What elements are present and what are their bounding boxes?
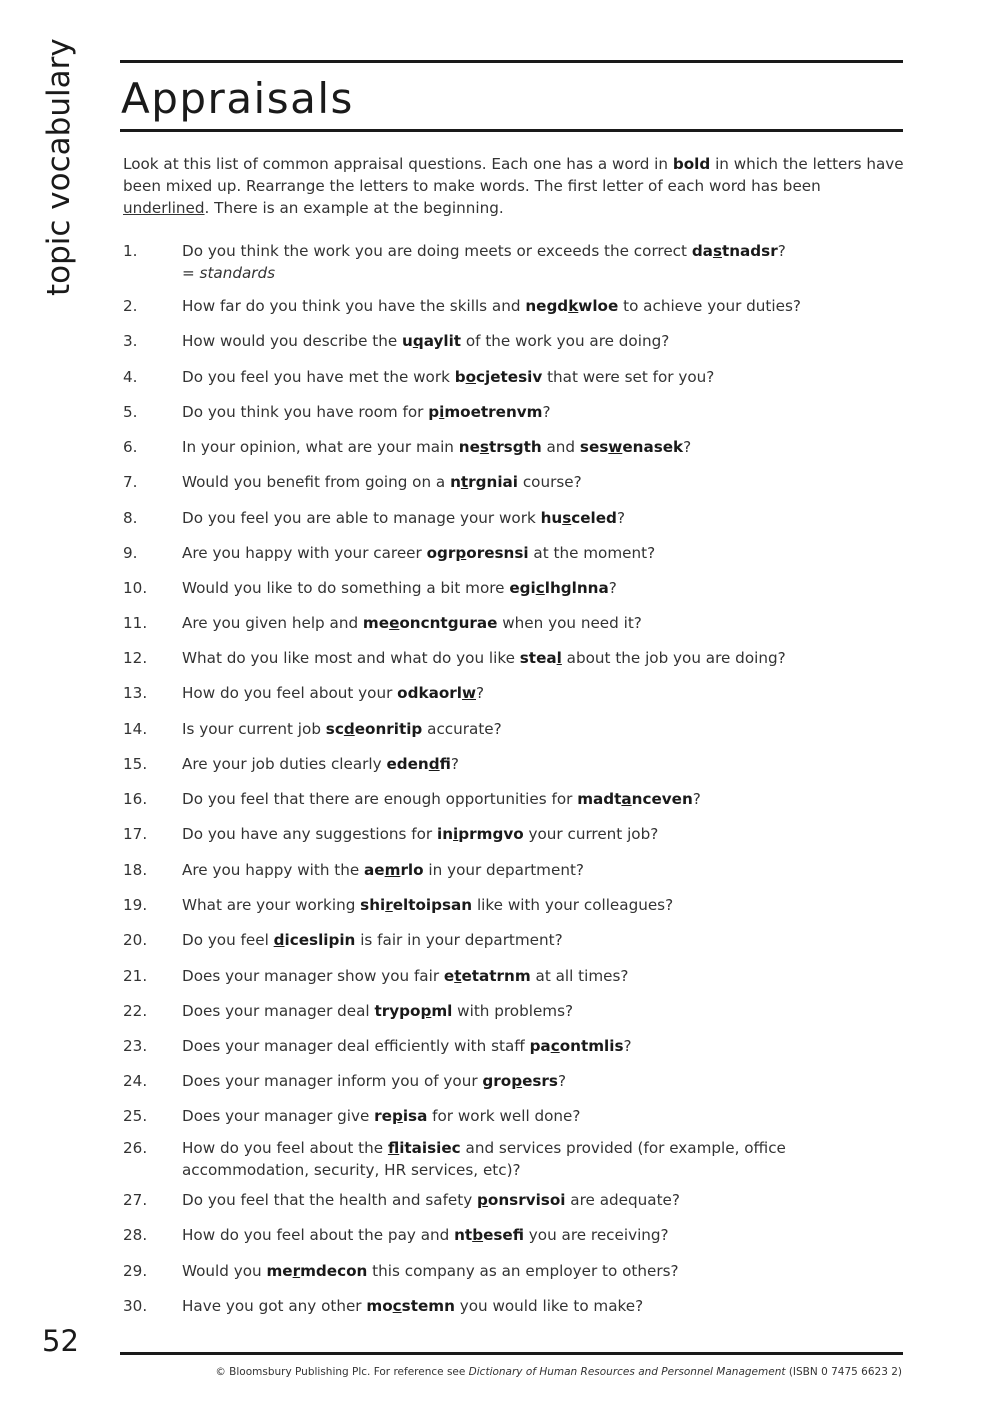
question-text-part: Does your manager deal <box>182 1002 375 1020</box>
scrambled-letters: lhglnna <box>544 579 609 597</box>
question-text-part: ? <box>557 1072 567 1090</box>
question-text-part: What are your working <box>182 896 361 914</box>
question-text <box>182 647 902 669</box>
question-number: 17. <box>123 825 148 843</box>
question-text-part: ? <box>476 684 485 702</box>
question-text-part: ? <box>616 509 625 527</box>
scrambled-letters: aylit <box>423 332 462 350</box>
scrambled-letters: ne <box>458 438 480 456</box>
title-rule <box>120 129 903 132</box>
scrambled-letters: madt <box>577 790 622 808</box>
question-number: 3. <box>123 332 138 350</box>
question-text-part: about the job you are doing? <box>561 649 786 667</box>
scrambled-word <box>450 473 518 491</box>
question-text-part: Are you given help and <box>182 614 363 632</box>
question-text-part: How would you describe the <box>182 332 402 350</box>
question-number: 23. <box>123 1037 148 1055</box>
scrambled-word <box>454 1226 524 1244</box>
question-number: 21. <box>123 967 148 985</box>
first-letter-underlined: e <box>389 614 400 632</box>
scrambled-letters: e <box>443 967 455 985</box>
question-text-part: Have you got any other <box>182 1297 367 1315</box>
question-text-part: when you need it? <box>497 614 642 632</box>
scrambled-letters: eden <box>386 755 429 773</box>
scrambled-letters: oresnsi <box>466 544 529 562</box>
question-text-part: your current job? <box>523 825 659 843</box>
scrambled-letters: egi <box>509 579 536 597</box>
first-letter-underlined: a <box>621 790 632 808</box>
question-text-part: and <box>541 438 580 456</box>
instructions <box>123 153 908 219</box>
question-text-part: for work well done? <box>427 1107 581 1125</box>
question-text <box>182 1070 902 1092</box>
scrambled-word <box>580 438 683 456</box>
example-answer: = standards <box>182 264 276 282</box>
question-text-part: ? <box>623 1037 632 1055</box>
question-number: 25. <box>123 1107 148 1125</box>
question-text-part: ? <box>608 579 617 597</box>
scrambled-word <box>477 1191 565 1209</box>
question-number: 18. <box>123 861 148 879</box>
scrambled-letters: trypo <box>374 1002 421 1020</box>
question-text <box>182 823 902 845</box>
question-text-part: ? <box>683 438 692 456</box>
first-letter-underlined: c <box>550 1037 560 1055</box>
scrambled-letters: eltoipsan <box>392 896 473 914</box>
bottom-rule <box>120 1352 903 1355</box>
first-letter-underlined: s <box>562 509 572 527</box>
scrambled-letters: sc <box>325 720 344 738</box>
first-letter-underlined: d <box>343 720 355 738</box>
first-letter-underlined: l <box>556 649 562 667</box>
scrambled-word <box>397 684 476 702</box>
question-text-part: Is your current job <box>182 720 326 738</box>
question-text <box>182 859 902 881</box>
question-text <box>182 1260 902 1282</box>
question-text-part: in your department? <box>423 861 584 879</box>
question-text <box>182 1189 902 1211</box>
scrambled-letters: ml <box>431 1002 453 1020</box>
question-number: 6. <box>123 438 138 456</box>
scrambled-word <box>326 720 423 738</box>
question-text-part: ? <box>542 403 551 421</box>
question-text-part: this company as an employer to others? <box>367 1262 679 1280</box>
question-text <box>182 894 902 916</box>
page-title: Appraisals <box>121 74 354 123</box>
copyright-footer <box>215 1366 902 1378</box>
first-letter-underlined: p <box>420 1002 432 1020</box>
scrambled-word <box>428 403 542 421</box>
question-number: 5. <box>123 403 138 421</box>
instructions-bold-word: bold <box>672 155 711 173</box>
question-text-part: of the work you are doing? <box>461 332 670 350</box>
question-text-part: course? <box>518 473 582 491</box>
question-number: 13. <box>123 684 148 702</box>
question-number: 28. <box>123 1226 148 1244</box>
question-text-part: How do you feel about the pay and <box>182 1226 455 1244</box>
scrambled-word <box>266 1262 367 1280</box>
first-letter-underlined: r <box>385 896 393 914</box>
question-number: 9. <box>123 544 138 562</box>
question-text <box>182 753 902 775</box>
question-text <box>182 1295 902 1317</box>
scrambled-letters: b <box>454 368 466 386</box>
question-number: 16. <box>123 790 148 808</box>
question-text-part: are adequate? <box>565 1191 680 1209</box>
first-letter-underlined: b <box>472 1226 484 1244</box>
scrambled-word <box>386 755 450 773</box>
scrambled-word <box>364 861 424 879</box>
question-text-part: Would you <box>182 1262 267 1280</box>
first-letter-underlined: i <box>453 825 459 843</box>
question-text <box>182 929 902 951</box>
scrambled-letters: da <box>691 242 713 260</box>
scrambled-letters: stea <box>519 649 557 667</box>
scrambled-letters: onsrvisoi <box>487 1191 566 1209</box>
scrambled-letters: litaisiec <box>399 1139 461 1157</box>
scrambled-letters: re <box>374 1107 392 1125</box>
first-letter-underlined: o <box>465 368 477 386</box>
scrambled-letters: n <box>450 473 461 491</box>
scrambled-letters: prmgvo <box>458 825 524 843</box>
question-text <box>182 577 902 599</box>
question-text <box>182 401 902 423</box>
scrambled-word <box>530 1037 624 1055</box>
question-text <box>182 240 902 284</box>
question-text-part: Do you feel <box>182 931 274 949</box>
scrambled-word <box>509 579 608 597</box>
question-text-part: ? <box>450 755 459 773</box>
scrambled-word <box>482 1072 558 1090</box>
question-text-part: Do you have any suggestions for <box>182 825 438 843</box>
question-text <box>182 1035 902 1057</box>
first-letter-underlined: k <box>568 297 579 315</box>
first-letter-underlined: i <box>439 403 445 421</box>
question-text-part: and services provided (for example, office accommodation, security, HR services, etc)? <box>182 1139 786 1179</box>
scrambled-word <box>541 509 617 527</box>
scrambled-letters: odkaorl <box>397 684 462 702</box>
question-number: 30. <box>123 1297 148 1315</box>
scrambled-word <box>444 967 531 985</box>
question-text-part: Are you happy with the <box>182 861 365 879</box>
first-letter-underlined: w <box>461 684 476 702</box>
scrambled-letters: stemn <box>401 1297 455 1315</box>
scrambled-letters: hu <box>540 509 563 527</box>
question-number: 24. <box>123 1072 148 1090</box>
scrambled-letters: mo <box>366 1297 393 1315</box>
instructions-underlined-word: underlined <box>123 199 205 217</box>
scrambled-letters: fi <box>439 755 451 773</box>
question-number: 19. <box>123 896 148 914</box>
question-text <box>182 1105 902 1127</box>
scrambled-word <box>274 931 356 949</box>
question-text-part: How do you feel about your <box>182 684 398 702</box>
question-text-part: at all times? <box>530 967 629 985</box>
scrambled-letters: celed <box>571 509 617 527</box>
question-text <box>182 366 902 388</box>
top-rule <box>120 60 903 63</box>
scrambled-word <box>360 896 472 914</box>
scrambled-letters: esefi <box>483 1226 524 1244</box>
first-letter-underlined: s <box>479 438 489 456</box>
scrambled-word <box>459 438 542 456</box>
question-number: 1. <box>123 242 138 260</box>
instructions-text: Look at this list of common appraisal questions. Each one has a word in <box>123 155 673 173</box>
question-text <box>182 612 902 634</box>
instructions-text: . There is an example at the beginning. <box>204 199 504 217</box>
scrambled-letters: gro <box>482 1072 512 1090</box>
scrambled-word <box>374 1002 452 1020</box>
first-letter-underlined: p <box>391 1107 403 1125</box>
scrambled-word <box>388 1139 461 1157</box>
question-text-part: What do you like most and what do you like <box>182 649 520 667</box>
question-text <box>182 436 902 458</box>
question-text <box>182 1000 902 1022</box>
scrambled-letters: ontmlis <box>559 1037 624 1055</box>
question-text <box>182 295 902 317</box>
question-text <box>182 965 902 987</box>
question-number: 7. <box>123 473 138 491</box>
question-number: 10. <box>123 579 148 597</box>
scrambled-letters: isa <box>402 1107 428 1125</box>
question-text-part: is fair in your department? <box>355 931 563 949</box>
scrambled-word <box>692 242 778 260</box>
scrambled-letters: me <box>362 614 390 632</box>
question-text-part: Are your job duties clearly <box>182 755 387 773</box>
question-text-part: How do you feel about the <box>182 1139 388 1157</box>
question-number: 22. <box>123 1002 148 1020</box>
question-number: 27. <box>123 1191 148 1209</box>
scrambled-letters: negd <box>525 297 569 315</box>
scrambled-word <box>455 368 543 386</box>
scrambled-word <box>520 649 562 667</box>
scrambled-letters: me <box>266 1262 293 1280</box>
first-letter-underlined: d <box>273 931 285 949</box>
footer-book-title: Dictionary of Human Resources and Personnel Management <box>468 1366 786 1378</box>
scrambled-letters: iceslipin <box>284 931 356 949</box>
question-text-part: Does your manager inform you of your <box>182 1072 483 1090</box>
page-number: 52 <box>42 1324 79 1358</box>
scrambled-letters: nt <box>454 1226 473 1244</box>
question-text-part: ? <box>777 242 786 260</box>
first-letter-underlined: p <box>455 544 467 562</box>
question-text-part: you would like to make? <box>454 1297 644 1315</box>
question-text-part: Do you feel you are able to manage your work <box>182 509 541 527</box>
question-number: 29. <box>123 1262 148 1280</box>
question-number: 15. <box>123 755 148 773</box>
question-text <box>182 682 902 704</box>
scrambled-letters: rgniai <box>468 473 518 491</box>
question-number: 20. <box>123 931 148 949</box>
question-text-part: Does your manager deal efficiently with staff <box>182 1037 530 1055</box>
question-text <box>182 542 902 564</box>
first-letter-underlined: r <box>292 1262 301 1280</box>
question-text <box>182 1137 902 1181</box>
scrambled-word <box>437 825 524 843</box>
question-number: 12. <box>123 649 148 667</box>
first-letter-underlined: f <box>387 1139 400 1157</box>
first-letter-underlined: p <box>477 1191 488 1209</box>
first-letter-underlined: t <box>454 967 462 985</box>
scrambled-letters: ogr <box>426 544 456 562</box>
first-letter-underlined: c <box>535 579 545 597</box>
question-text-part: accurate? <box>422 720 502 738</box>
question-text-part: How far do you think you have the skills and <box>182 297 526 315</box>
question-text <box>182 471 902 493</box>
scrambled-letters: in <box>437 825 454 843</box>
question-text-part: Would you like to do something a bit more <box>182 579 510 597</box>
question-text-part: In your opinion, what are your main <box>182 438 459 456</box>
scrambled-word <box>366 1297 455 1315</box>
first-letter-underlined: t <box>460 473 469 491</box>
question-text-part: to achieve your duties? <box>618 297 801 315</box>
question-text-part: you are receiving? <box>523 1226 669 1244</box>
scrambled-letters: tnadsr <box>721 242 778 260</box>
scrambled-letters: u <box>402 332 413 350</box>
scrambled-letters: ae <box>364 861 385 879</box>
question-number: 14. <box>123 720 148 738</box>
question-text-part: Do you feel that there are enough opportunities for <box>182 790 578 808</box>
first-letter-underlined: m <box>384 861 401 879</box>
scrambled-letters: etatrnm <box>461 967 531 985</box>
question-text-part: that were set for you? <box>542 368 715 386</box>
question-text <box>182 718 902 740</box>
scrambled-letters: shi <box>360 896 386 914</box>
question-number: 8. <box>123 509 138 527</box>
first-letter-underlined: c <box>392 1297 402 1315</box>
footer-text: (ISBN 0 7475 6623 2) <box>785 1366 902 1378</box>
question-text-part: ? <box>692 790 701 808</box>
question-number: 4. <box>123 368 138 386</box>
first-letter-underlined: w <box>608 438 623 456</box>
scrambled-word <box>577 790 693 808</box>
scrambled-letters: eonritip <box>354 720 423 738</box>
scrambled-word <box>525 297 618 315</box>
question-text-part: at the moment? <box>528 544 656 562</box>
scrambled-letters: nceven <box>631 790 693 808</box>
question-text-part: with problems? <box>452 1002 574 1020</box>
question-text-part: Does your manager show you fair <box>182 967 444 985</box>
question-text-part: Do you feel that the health and safety <box>182 1191 478 1209</box>
scrambled-letters: trsgth <box>488 438 542 456</box>
scrambled-letters: esrs <box>522 1072 558 1090</box>
scrambled-letters: enasek <box>622 438 684 456</box>
scrambled-letters: pa <box>529 1037 551 1055</box>
question-text <box>182 1224 902 1246</box>
first-letter-underlined: d <box>428 755 440 773</box>
instructions-text: in which the letters have been mixed up. Rearrange the letters to make words. The first letter of each word has been <box>123 155 904 195</box>
first-letter-underlined: s <box>712 242 722 260</box>
scrambled-word <box>363 614 498 632</box>
scrambled-letters: rlo <box>400 861 424 879</box>
question-text-part: Are you happy with your career <box>182 544 427 562</box>
question-number: 11. <box>123 614 148 632</box>
question-number: 2. <box>123 297 138 315</box>
scrambled-letters: wloe <box>578 297 619 315</box>
scrambled-letters: moetrenvm <box>444 403 543 421</box>
scrambled-word <box>374 1107 427 1125</box>
footer-text: © Bloomsbury Publishing Plc. For reference see <box>215 1366 469 1378</box>
question-text-part: Do you think you have room for <box>182 403 429 421</box>
first-letter-underlined: p <box>511 1072 523 1090</box>
scrambled-letters: cjetesiv <box>476 368 543 386</box>
question-number: 26. <box>123 1139 148 1157</box>
section-label: topic vocabulary <box>41 38 77 296</box>
scrambled-word <box>427 544 529 562</box>
scrambled-letters: ses <box>579 438 609 456</box>
scrambled-word <box>402 332 461 350</box>
question-text <box>182 330 902 352</box>
scrambled-letters: oncntgurae <box>399 614 498 632</box>
question-text <box>182 507 902 529</box>
scrambled-letters: p <box>428 403 440 421</box>
question-text <box>182 788 902 810</box>
question-text-part: Would you benefit from going on a <box>182 473 451 491</box>
question-text-part: Do you feel you have met the work <box>182 368 455 386</box>
question-text-part: Do you think the work you are doing meets or exceeds the correct <box>182 242 692 260</box>
first-letter-underlined: q <box>412 332 424 350</box>
question-text-part: Does your manager give <box>182 1107 375 1125</box>
scrambled-letters: mdecon <box>300 1262 368 1280</box>
question-text-part: like with your colleagues? <box>472 896 674 914</box>
